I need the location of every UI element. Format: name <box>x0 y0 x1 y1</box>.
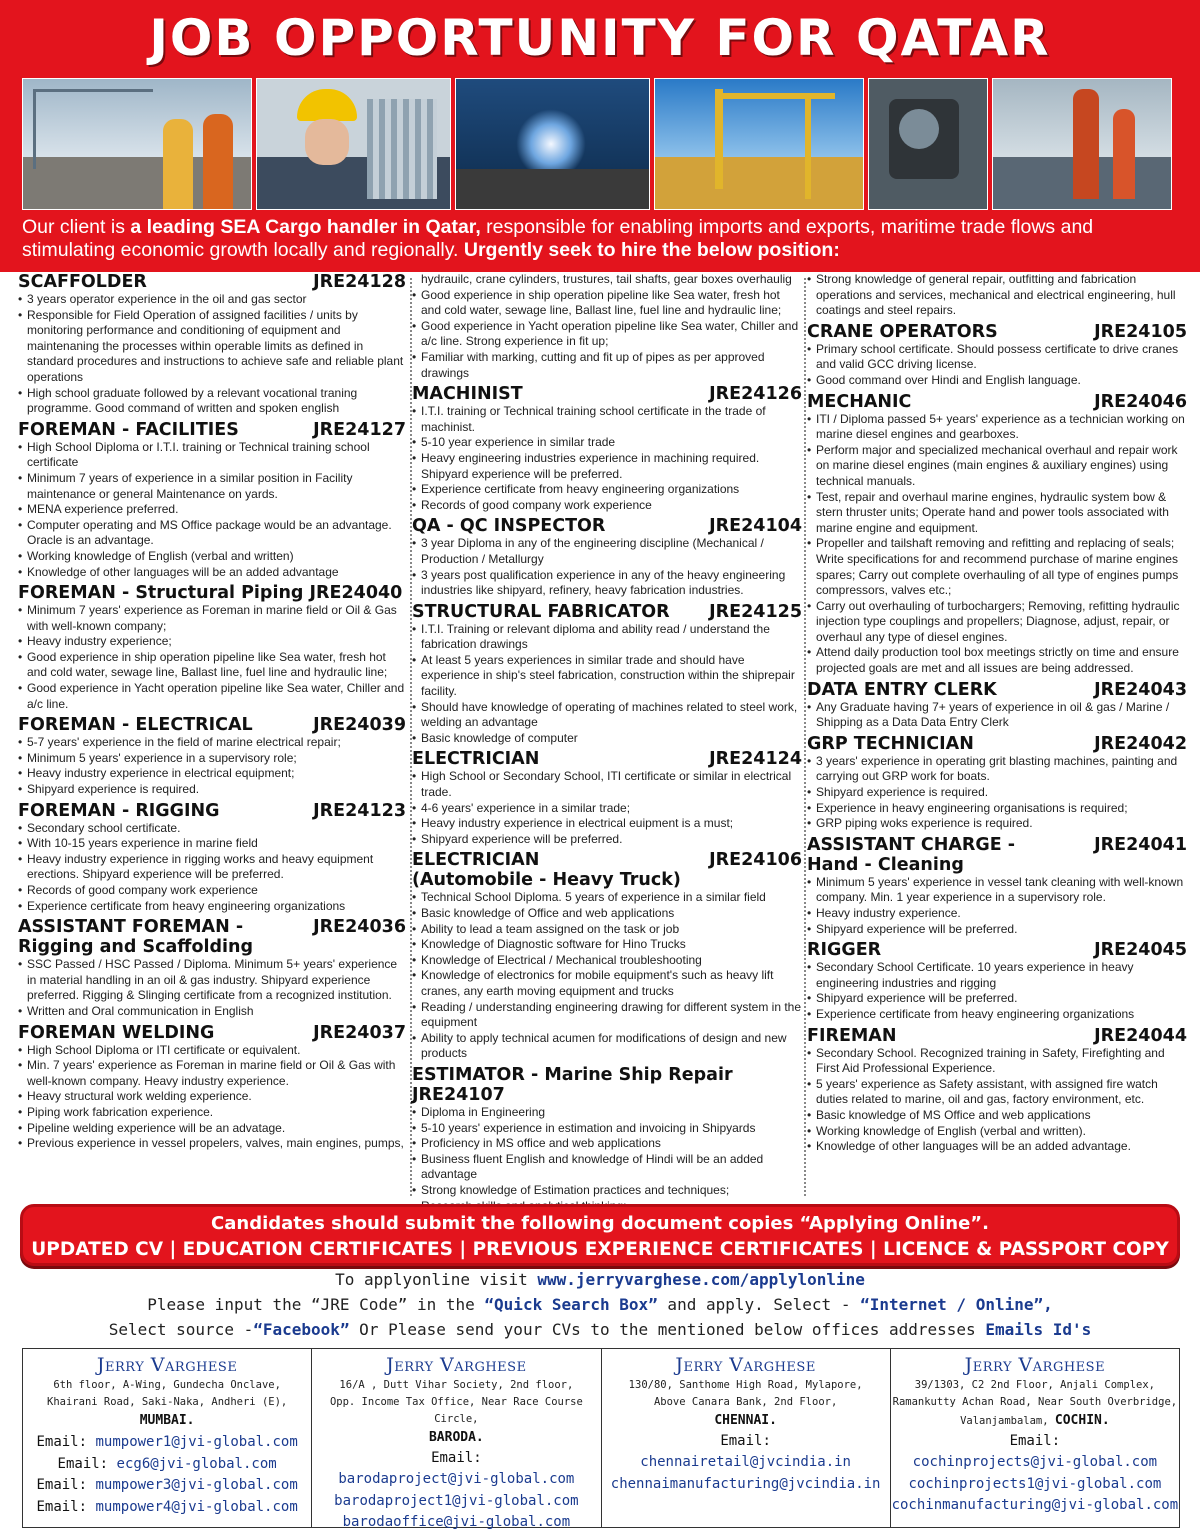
email-label: Email: <box>36 1477 96 1493</box>
job-code: JRE24042 <box>1094 733 1187 754</box>
job-column-2 <box>412 272 802 1197</box>
documents-banner <box>20 1204 1180 1266</box>
requirement-item: • Attend daily production tool box meetings strictly on time and ensure projected goals are met and all issues are being addressed. <box>807 645 1187 676</box>
job-header <box>18 1023 406 1043</box>
requirement-item: • Heavy industry experience; <box>18 634 406 650</box>
email-row <box>312 1468 600 1490</box>
requirement-item: • GRP piping woks experience is required. <box>807 816 1187 832</box>
requirement-item: • Heavy industry experience in electrical equipment; <box>18 766 406 782</box>
office-city: COCHIN. <box>1054 1413 1110 1428</box>
job-header <box>807 680 1187 700</box>
job-subtitle: Hand - Cleaning <box>807 854 964 875</box>
job-header <box>412 850 802 870</box>
job-title: ESTIMATOR - Marine Ship Repair JRE24107 <box>412 1064 733 1105</box>
job-header <box>18 801 406 821</box>
requirement-item: • Secondary school certificate. <box>18 821 406 837</box>
requirement-item: • Perform major and specialized mechanical overhaul and repair work on marine diesel engines (main engines & auxiliary engines) using technical manuals. <box>807 443 1187 490</box>
requirement-item: • Knowledge of Diagnostic software for Hino Trucks <box>412 937 802 953</box>
requirement-item: • Heavy industry experience in rigging works and heavy equipment erections. Shipyard experience will be preferred. <box>18 852 406 883</box>
office-city: CHENNAI. <box>714 1413 777 1428</box>
job-posting <box>18 917 406 1019</box>
job-posting <box>807 940 1187 1022</box>
requirement-item: • Knowledge of electronics for mobile equipment's such as heavy lift cranes, any earth moving equipment and trucks <box>412 968 802 999</box>
requirement-item: • Knowledge of other languages will be an added advantage. <box>807 1139 1187 1155</box>
requirement-item: • 5-7 years' experience in the field of marine electrical repair; <box>18 735 406 751</box>
job-code: JRE24123 <box>313 800 406 821</box>
email-link[interactable]: cochinprojects1@jvi-global.com <box>908 1475 1162 1492</box>
job-title: GRP TECHNICIAN <box>807 733 974 754</box>
requirement-item: • 4-6 years' experience in a similar trade; <box>412 801 802 817</box>
job-header <box>412 749 802 769</box>
requirement-item: • Good experience in Yacht operation pipeline like Sea water, Chiller and a/c line. Strong experience in fit up; <box>412 319 802 350</box>
job-code: JRE24043 <box>1094 679 1187 700</box>
requirement-item: • Shipyard experience will be preferred. <box>412 832 802 848</box>
job-header <box>18 917 406 937</box>
job-posting <box>18 1023 406 1152</box>
job-header <box>18 583 406 603</box>
office-city: MUMBAI. <box>139 1413 195 1428</box>
requirement-item: • Should have knowledge of operating of machines related to steel work, welding an advantage <box>412 700 802 731</box>
requirement-item: • Min. 7 years' experience as Foreman in marine field or Oil & Gas with well-known company. Heavy industry experience. <box>18 1058 406 1089</box>
job-requirements <box>807 342 1187 389</box>
documents-intro: Candidates should submit the following document copies “Applying Online”. <box>211 1213 989 1234</box>
requirement-item: • Strong knowledge of general repair, outfitting and fabrication operations and services, mechanical and electrical engineering, hull coatings and steel repairs. <box>807 272 1187 319</box>
job-requirements <box>412 622 802 747</box>
job-requirements <box>807 754 1187 832</box>
office-addresses <box>22 1348 1180 1528</box>
email-link[interactable]: mumpower3@jvi-global.com <box>95 1477 298 1493</box>
job-requirements <box>18 440 406 580</box>
job-requirements <box>18 957 406 1019</box>
job-requirements <box>18 1043 406 1152</box>
job-code: JRE24125 <box>709 601 802 622</box>
control-panel-photo-icon <box>455 78 650 210</box>
office-address-line: 39/1303, C2 2nd Floor, Anjali Complex, <box>914 1379 1155 1391</box>
job-code: JRE24037 <box>313 1022 406 1043</box>
requirement-item: • Diploma in Engineering <box>412 1105 802 1121</box>
photo-strip <box>22 78 1178 210</box>
requirement-item: • Business fluent English and knowledge of Hindi will be an added advantage <box>412 1152 802 1183</box>
email-link[interactable]: mumpower1@jvi-global.com <box>95 1434 298 1450</box>
job-posting <box>807 322 1187 389</box>
requirement-item: • High School Diploma or I.T.I. training or Technical training school certificate <box>18 440 406 471</box>
requirement-item: • Shipyard experience will be preferred. <box>807 922 1187 938</box>
requirement-item: • 3 years post qualification experience in any of the heavy engineering industries like shipyard, refinery, heavy fabrication industries. <box>412 568 802 599</box>
office-card <box>602 1349 891 1527</box>
requirement-item: • Ability to apply technical acumen for modifications of design and new products <box>412 1031 802 1062</box>
email-link[interactable]: cochinmanufacturing@jvi-global.com <box>891 1497 1179 1513</box>
job-requirements <box>18 735 406 797</box>
job-requirements <box>412 890 802 1062</box>
requirement-item: • Minimum 7 years' experience as Foreman in marine field or Oil & Gas with well-known company; <box>18 603 406 634</box>
job-posting <box>18 715 406 797</box>
requirement-item: • Piping work fabrication experience. <box>18 1105 406 1121</box>
requirement-item: • I.T.I. training or Technical training school certificate in the trade of machinist. <box>412 404 802 435</box>
job-subtitle: (Automobile - Heavy Truck) <box>412 870 681 891</box>
job-code: JRE24045 <box>1094 940 1187 961</box>
requirement-item: • Primary school certificate. Should possess certificate to drive cranes and valid GCC driving license. <box>807 342 1187 373</box>
email-row <box>23 1453 311 1475</box>
requirement-item: • Written and Oral communication in English <box>18 1004 406 1020</box>
requirement-item: • Reading / understanding engineering drawing for different system in the equipment <box>412 1000 802 1031</box>
job-code: JRE24105 <box>1094 321 1187 342</box>
requirement-item: • 3 years' experience in operating grit blasting machines, painting and carrying out GRP work for boats. <box>807 754 1187 785</box>
header-banner <box>0 0 1200 272</box>
email-label: Email: <box>36 1434 96 1450</box>
job-posting <box>18 801 406 915</box>
job-requirements <box>412 769 802 847</box>
requirement-item: • Working knowledge of English (verbal and written) <box>18 549 406 565</box>
requirement-item: • Any Graduate having 7+ years of experience in oil & gas / Marine / Shipping as a Data Data Entry Clerk <box>807 700 1187 731</box>
requirement-item: • Shipyard experience is required. <box>807 785 1187 801</box>
email-row <box>23 1496 311 1518</box>
job-title: ELECTRICIAN <box>412 749 540 770</box>
job-code: JRE24128 <box>313 272 406 292</box>
job-title: SCAFFOLDER <box>18 272 147 292</box>
requirement-item: • Minimum 7 years of experience in a similar position in Facility maintenance or general Maintenance on yards. <box>18 471 406 502</box>
office-city: BARODA. <box>428 1430 484 1445</box>
requirement-item: • Heavy engineering industries experience in machining required. Shipyard experience will be preferred. <box>412 451 802 482</box>
email-row <box>891 1494 1179 1516</box>
job-requirements <box>18 603 406 712</box>
requirement-item: • At least 5 years experiences in similar trade and should have experience in ship's steel fabrication, construction within the shiprepair facility. <box>412 653 802 700</box>
job-requirements <box>807 272 1187 319</box>
job-code: JRE24046 <box>1094 391 1187 412</box>
job-listings <box>12 272 1188 1272</box>
requirement-item: • Records of good company work experience <box>18 883 406 899</box>
requirement-item: • High school graduate followed by a relevant vocational traning programme. Good command of written and spoken english <box>18 386 406 417</box>
requirement-item: • Knowledge of Electrical / Mechanical troubleshooting <box>412 953 802 969</box>
job-title: FOREMAN - RIGGING <box>18 800 220 821</box>
job-posting <box>807 1026 1187 1155</box>
job-title: FOREMAN - Structural Piping JRE24040 <box>18 583 403 604</box>
requirement-item: • Basic knowledge of computer <box>412 731 802 747</box>
job-code: JRE24124 <box>709 749 802 770</box>
office-brand: Jerry Varghese <box>386 1354 527 1376</box>
requirement-item: • Technical School Diploma. 5 years of experience in a similar field <box>412 890 802 906</box>
requirement-item: • High School or Secondary School, ITI certificate or similar in electrical trade. <box>412 769 802 800</box>
office-address-line: Ramankutty Achan Road, Near South Overbridge, <box>892 1396 1178 1408</box>
job-requirements <box>412 272 802 381</box>
office-brand: Jerry Varghese <box>675 1354 816 1376</box>
crane-photo-icon <box>868 78 988 210</box>
job-requirements <box>807 700 1187 731</box>
requirement-item: • Secondary School Certificate. 10 years experience in heavy engineering industries and rigging <box>807 960 1187 991</box>
job-header <box>807 1026 1187 1046</box>
email-link[interactable]: cochinprojects@jvi-global.com <box>912 1454 1158 1470</box>
requirement-item: • Strong knowledge of Estimation practices and techniques; <box>412 1183 802 1199</box>
office-card <box>891 1349 1179 1527</box>
job-requirements <box>807 875 1187 937</box>
requirement-item: • Good experience in ship operation pipeline like Sea water, fresh hot and cold water, sewage line, Ballast line, fuel line and hydraulic line; <box>18 650 406 681</box>
email-row <box>602 1473 890 1495</box>
requirement-item: • I.T.I. Training or relevant diploma and ability read / understand the fabrication drawings <box>412 622 802 653</box>
job-column-3 <box>807 272 1187 1197</box>
job-title: FOREMAN WELDING <box>18 1022 215 1043</box>
requirement-item: • Carry out overhauling of turbochargers; Removing, refitting hydraulic injection type couplings and propellers; Diagnose, adjust, repair, or overhaul any type of diesel engines. <box>807 599 1187 646</box>
requirement-item: • MENA experience preferred. <box>18 502 406 518</box>
office-address-line: 130/80, Santhome High Road, Mylapore, <box>628 1379 863 1391</box>
requirement-item: • Good experience in Yacht operation pipeline like Sea water, Chiller and a/c line. <box>18 681 406 712</box>
job-posting <box>807 734 1187 832</box>
job-title: QA - QC INSPECTOR <box>412 516 606 537</box>
apply-link[interactable]: www.jerryvarghese.com/applylonline <box>537 1270 865 1289</box>
job-posting <box>412 1065 802 1214</box>
job-title: DATA ENTRY CLERK <box>807 679 997 700</box>
page-title: JOB OPPORTUNITY FOR QATAR <box>149 9 1051 67</box>
job-posting <box>807 392 1187 677</box>
job-code: JRE24039 <box>313 715 406 736</box>
requirement-item: • Pipeline welding experience will be an advatage. <box>18 1121 406 1137</box>
job-title: MECHANIC <box>807 391 912 412</box>
requirement-item: • Propeller and tailshaft removing and refitting and replacing of seals; Write specifications for and recommend purchase of marine engines spares; Carry out complete overhauling of all type of engines pumps compressors, valves etc.; <box>807 536 1187 598</box>
requirement-item: • Minimum 5 years' experience in a supervisory role; <box>18 751 406 767</box>
requirement-item: • Experience certificate from heavy engineering organizations <box>807 1007 1187 1023</box>
job-subtitle: Rigging and Scaffolding <box>18 937 253 958</box>
requirement-item: • Heavy structural work welding experience. <box>18 1089 406 1105</box>
office-address-line: Khairani Road, Saki-Naka, Andheri (E), <box>47 1396 288 1408</box>
job-posting <box>18 420 406 580</box>
job-requirements <box>18 292 406 417</box>
job-posting <box>412 602 802 747</box>
email-row <box>23 1474 311 1496</box>
job-code: JRE24127 <box>313 419 406 440</box>
job-posting <box>412 384 802 513</box>
job-posting <box>18 583 406 712</box>
office-brand: Jerry Varghese <box>964 1354 1106 1376</box>
office-address-line: Opp. Income Tax Office, Near Race Course Circle, <box>329 1396 583 1425</box>
requirement-item: • Secondary School. Recognized training in Safety, Firefighting and First Aid Professional Experience. <box>807 1046 1187 1077</box>
worker-helmet-photo-icon <box>256 78 451 210</box>
requirement-item: • Computer operating and MS Office package would be an advantage. Oracle is an advantage. <box>18 518 406 549</box>
job-posting <box>412 272 802 381</box>
requirement-item: • Experience certificate from heavy engineering organizations <box>18 899 406 915</box>
email-row <box>891 1451 1179 1473</box>
job-posting <box>807 272 1187 319</box>
office-card <box>23 1349 312 1527</box>
email-row <box>891 1473 1179 1495</box>
requirement-item: • Experience certificate from heavy engineering organizations <box>412 482 802 498</box>
column-divider <box>804 278 806 1196</box>
job-title: ASSISTANT FOREMAN - <box>18 917 244 938</box>
email-link[interactable]: barodaproject@jvi-global.com <box>338 1471 575 1487</box>
requirement-item: • SSC Passed / HSC Passed / Diploma. Minimum 5+ years' experience in material handling in an oil & gas industry. Shipyard experience preferred. Rigging & Slinging certificate from a recognized institution. <box>18 957 406 1004</box>
office-card <box>312 1349 601 1530</box>
requirement-item: • Test, repair and overhaul marine engines, hydraulic system bow & stern thruster units; Operate hand and power tools associated with marine engine and equipment. <box>807 490 1187 537</box>
job-header <box>412 1065 802 1105</box>
email-link[interactable]: mumpower4@jvi-global.com <box>95 1498 298 1515</box>
office-address-line: 16/A , Dutt Vihar Society, 2nd floor, <box>339 1379 574 1391</box>
email-label: Email: <box>36 1498 96 1515</box>
office-brand: Jerry Varghese <box>96 1354 238 1376</box>
office-address-line: Above Canara Bank, 2nd Floor, <box>653 1396 838 1408</box>
job-requirements <box>412 536 802 598</box>
welder-photo-icon <box>654 78 864 210</box>
requirement-item: • Heavy industry experience. <box>807 906 1187 922</box>
job-requirements <box>807 1046 1187 1155</box>
requirement-item: • 3 years operator experience in the oil and gas sector <box>18 292 406 308</box>
job-requirements <box>18 821 406 915</box>
requirement-item: • Good command over Hindi and English language. <box>807 373 1187 389</box>
requirement-item: • 5 years' experience as Safety assistant, with assigned fire watch duties related to marine, oil and gas, factory environment, etc. <box>807 1077 1187 1108</box>
job-requirements <box>807 960 1187 1022</box>
job-header <box>18 272 406 292</box>
requirement-item: • Experience in heavy engineering organisations is required; <box>807 801 1187 817</box>
requirement-item: • With 10-15 years experience in marine field <box>18 836 406 852</box>
office-address-part: Valanjambalam, <box>960 1415 1055 1427</box>
requirement-item: • Ability to lead a team assigned on the task or job <box>412 922 802 938</box>
job-code: JRE24036 <box>313 917 406 938</box>
requirement-item: • Familiar with marking, cutting and fit up of pipes as per approved drawings <box>412 350 802 381</box>
email-label: Email: <box>720 1433 771 1449</box>
job-column-1 <box>18 272 406 1197</box>
email-label: Email: <box>1009 1433 1061 1449</box>
requirement-item: • Basic knowledge of MS Office and web applications <box>807 1108 1187 1124</box>
job-title: FOREMAN - FACILITIES <box>18 419 239 440</box>
requirement-item: • 5-10 year experience in similar trade <box>412 435 802 451</box>
job-title: MACHINIST <box>412 384 523 405</box>
email-row <box>312 1511 600 1533</box>
job-header <box>412 602 802 622</box>
requirement-item: • Working knowledge of English (verbal and written). <box>807 1124 1187 1140</box>
job-posting <box>412 516 802 598</box>
job-posting <box>807 680 1187 731</box>
job-title: FOREMAN - ELECTRICAL <box>18 715 253 736</box>
office-address-line <box>891 1411 1179 1431</box>
job-code: JRE24044 <box>1094 1025 1187 1046</box>
requirement-item: hydrauilc, crane cylinders, trustures, tail shafts, gear boxes overhaulig <box>421 272 792 286</box>
mechanic-engine-photo-icon <box>992 78 1172 210</box>
requirement-item: • Previous experience in vessel propelers, valves, main engines, pumps, <box>18 1136 406 1152</box>
job-posting <box>807 835 1187 937</box>
job-posting <box>412 850 802 1062</box>
email-link[interactable]: ecg6@jvi-global.com <box>116 1455 277 1472</box>
documents-list: UPDATED CV | EDUCATION CERTIFICATES | PREVIOUS EXPERIENCE CERTIFICATES | LICENCE & PASSPORT COPY <box>31 1239 1169 1260</box>
requirement-item: • High School Diploma or ITI certificate or equivalent. <box>18 1043 406 1059</box>
requirement-item: • Good experience in ship operation pipeline like Sea water, fresh hot and cold water, sewage line, Ballast line, fuel line and hydraulic line; <box>412 288 802 319</box>
job-header <box>18 420 406 440</box>
job-posting <box>412 749 802 847</box>
job-code: JRE24106 <box>709 850 802 871</box>
job-header <box>807 940 1187 960</box>
job-header <box>18 715 406 735</box>
requirement-item: • Shipyard experience will be preferred. <box>807 991 1187 1007</box>
requirement-item: • Knowledge of other languages will be an added advantage <box>18 565 406 581</box>
email-row <box>312 1490 600 1512</box>
job-title: ASSISTANT CHARGE - <box>807 834 1016 855</box>
job-title: CRANE OPERATORS <box>807 321 998 342</box>
email-label: Email: <box>431 1450 482 1466</box>
requirement-item: • Heavy industry experience in electrical euipment is a must; <box>412 816 802 832</box>
intro-text: Our client is a leading SEA Cargo handler in Qatar, responsible for enabling imports and exports, maritime trade flows and stimulating economic growth locally and regionally. Urgently seek to hire the below position: <box>22 216 1094 261</box>
requirement-item: • Basic knowledge of Office and web applications <box>412 906 802 922</box>
job-header <box>807 392 1187 412</box>
email-label: Email: <box>57 1455 117 1472</box>
job-title: FIREMAN <box>807 1025 897 1046</box>
job-header <box>412 516 802 536</box>
job-title: RIGGER <box>807 940 882 961</box>
job-header <box>807 322 1187 342</box>
apply-instructions: To applyonline visit www.jerryvarghese.com/applylonline Please input the “JRE Code” in the “Quick Search Box” and apply. Select - “Internet / Online”, Select source -“Facebook” Or Please send your CVs to the mentioned below offices addresses Emails Id's <box>108 1270 1092 1339</box>
job-code: JRE24126 <box>709 384 802 405</box>
job-title: ELECTRICIAN <box>412 850 540 871</box>
email-link[interactable]: chennaimanufacturing@jvcindia.in <box>610 1475 881 1492</box>
job-header <box>807 835 1187 855</box>
requirement-item: • Records of good company work experience <box>412 498 802 514</box>
job-header <box>412 384 802 404</box>
email-link[interactable]: barodaproject1@jvi-global.com <box>334 1492 579 1509</box>
email-link[interactable]: chennairetail@jvcindia.in <box>640 1454 851 1470</box>
job-requirements <box>412 1105 802 1214</box>
engineers-photo-icon <box>22 78 252 210</box>
job-posting <box>18 272 406 417</box>
requirement-item: • Responsible for Field Operation of assigned facilities / units by monitoring performance and conditioning of equipment and maintenaning the processes within operable limits as defined in standard procedures and instructions to achieve safe and reliable plant operations <box>18 308 406 386</box>
requirement-item: • Shipyard experience is required. <box>18 782 406 798</box>
job-requirements <box>412 404 802 513</box>
requirement-item: • 5-10 years' experience in estimation and invoicing in Shipyards <box>412 1121 802 1137</box>
job-code: JRE24104 <box>709 516 802 537</box>
job-code: JRE24041 <box>1094 834 1187 855</box>
requirement-item: • ITI / Diploma passed 5+ years' experience as a technician working on marine diesel engines and gearboxes. <box>807 412 1187 443</box>
requirement-item: • Minimum 5 years' experience in vessel tank cleaning with well-known company. Min. 1 year experience in a supervisory role. <box>807 875 1187 906</box>
office-address-line: 6th floor, A-Wing, Gundecha Onclave, <box>53 1379 281 1391</box>
email-link[interactable]: barodaoffice@jvi-global.com <box>342 1514 571 1530</box>
email-row <box>23 1431 311 1453</box>
job-header <box>807 734 1187 754</box>
email-row <box>602 1451 890 1473</box>
job-requirements <box>807 412 1187 677</box>
requirement-item: • Proficiency in MS office and web applications <box>412 1136 802 1152</box>
requirement-item: • 3 year Diploma in any of the engineering discipline (Mechanical / Production / Metallurgy <box>412 536 802 567</box>
job-title: STRUCTURAL FABRICATOR <box>412 601 670 622</box>
